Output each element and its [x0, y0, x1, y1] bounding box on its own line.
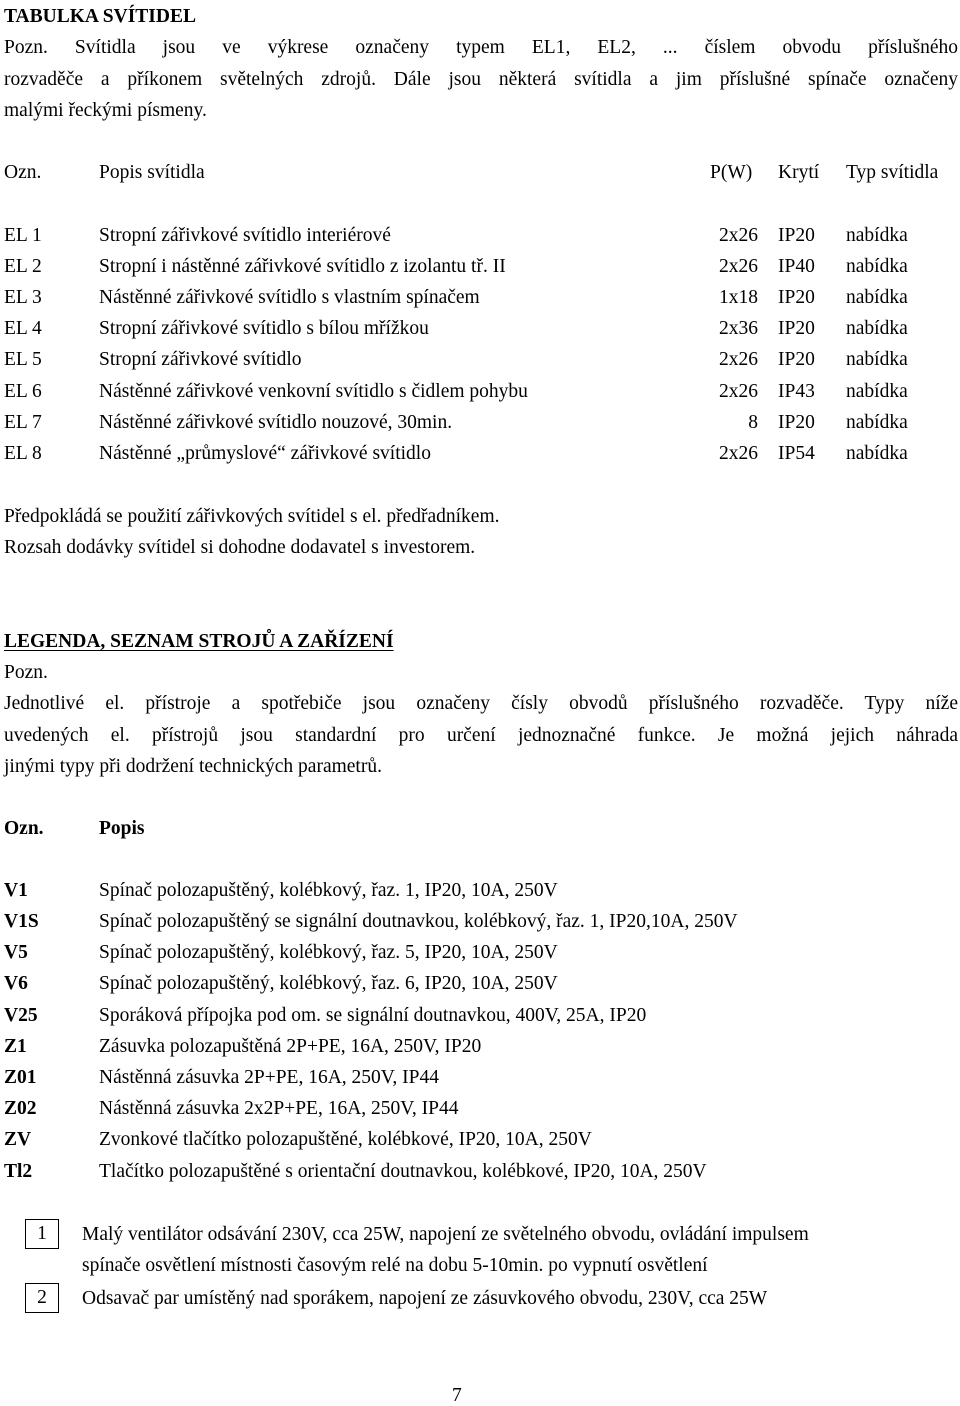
row-pw: 8 [748, 412, 758, 433]
legenda-note-line-2: uvedených el. přístrojů jsou standardní pro určení jednoznačné funkce. Je možná jejich náhrada [4, 725, 958, 746]
row-typ: nabídka [846, 225, 908, 246]
row-kryti: IP20 [778, 287, 815, 308]
row-pw: 2x26 [719, 443, 758, 464]
table-row [0, 226, 960, 250]
item-desc: Spínač polozapuštěný, kolébkový, řaz. 6, IP20, 10A, 250V [99, 973, 558, 994]
header-kryti: Krytí [778, 162, 820, 183]
item-code: Z02 [4, 1098, 37, 1119]
item-code: Tl2 [4, 1161, 33, 1182]
table-row [0, 350, 960, 374]
header-popis: Popis svítidla [99, 162, 205, 183]
item-code: ZV [4, 1129, 32, 1150]
item-code: V5 [4, 942, 28, 963]
row-pw: 2x26 [719, 349, 758, 370]
item-desc: Nástěnná zásuvka 2x2P+PE, 16A, 250V, IP44 [99, 1098, 459, 1119]
row-kryti: IP20 [778, 225, 815, 246]
list-item [0, 943, 960, 967]
table-row [0, 319, 960, 343]
row-pw: 1x18 [719, 287, 758, 308]
item-desc: Spínač polozapuštěný, kolébkový, řaz. 1, IP20, 10A, 250V [99, 880, 558, 901]
row-typ: nabídka [846, 381, 908, 402]
row-popis: Stropní zářivkové svítidlo [99, 349, 302, 370]
section-title-legenda: LEGENDA, SEZNAM STROJŮ A ZAŘÍZENÍ [4, 631, 394, 652]
row-ozn: EL 5 [4, 349, 42, 370]
row-ozn: EL 3 [4, 287, 42, 308]
row-typ: nabídka [846, 287, 908, 308]
row-kryti: IP54 [778, 443, 815, 464]
row-typ: nabídka [846, 318, 908, 339]
row-kryti: IP20 [778, 349, 815, 370]
table-row [0, 288, 960, 312]
item-code: Z01 [4, 1067, 37, 1088]
list-item [0, 974, 960, 998]
legenda-header-popis: Popis [99, 818, 145, 839]
item-desc: Spínač polozapuštěný se signální doutnavkou, kolébkový, řaz. 1, IP20,10A, 250V [99, 911, 738, 932]
item-desc: Zásuvka polozapuštěná 2P+PE, 16A, 250V, IP20 [99, 1036, 482, 1057]
page-number: 7 [452, 1385, 462, 1406]
row-popis: Stropní i nástěnné zářivkové svítidlo z izolantu tř. II [99, 256, 506, 277]
row-kryti: IP43 [778, 381, 815, 402]
note-1-line-1: Malý ventilátor odsávání 230V, cca 25W, napojení ze světelného obvodu, ovládání impulsem [82, 1224, 809, 1245]
svitidla-note-line-1: Pozn. Svítidla jsou ve výkrese označeny typem EL1, EL2, ... číslem obvodu příslušného [4, 37, 958, 58]
row-popis: Nástěnné zářivkové svítidlo s vlastním spínačem [99, 287, 480, 308]
table-row [0, 382, 960, 406]
row-ozn: EL 8 [4, 443, 42, 464]
row-pw: 2x26 [719, 381, 758, 402]
row-typ: nabídka [846, 443, 908, 464]
row-typ: nabídka [846, 349, 908, 370]
svitidla-note-line-2: rozvaděče a příkonem světelných zdrojů. Dále jsou některá svítidla a jim příslušné spínače označeny [4, 69, 958, 90]
item-desc: Tlačítko polozapuštěné s orientační doutnavkou, kolébkové, IP20, 10A, 250V [99, 1161, 707, 1182]
row-pw: 2x36 [719, 318, 758, 339]
item-code: V1S [4, 911, 39, 932]
item-code: V1 [4, 880, 28, 901]
svitidla-note-line-3: malými řeckými písmeny. [4, 100, 207, 121]
row-ozn: EL 1 [4, 225, 42, 246]
svitidla-table-header [0, 163, 960, 187]
list-item [0, 912, 960, 936]
row-kryti: IP40 [778, 256, 815, 277]
legenda-table-header [0, 819, 960, 843]
list-item [0, 1006, 960, 1030]
row-popis: Nástěnné „průmyslové“ zářivkové svítidlo [99, 443, 431, 464]
row-ozn: EL 2 [4, 256, 42, 277]
list-item [0, 1162, 960, 1186]
row-ozn: EL 4 [4, 318, 42, 339]
row-pw: 2x26 [719, 256, 758, 277]
row-ozn: EL 6 [4, 381, 42, 402]
row-pw: 2x26 [719, 225, 758, 246]
table-row [0, 444, 960, 468]
legenda-note-line-1: Jednotlivé el. přístroje a spotřebiče jsou označeny čísly obvodů příslušného rozvaděče. Typy níže [4, 693, 958, 714]
legenda-note-line-3: jinými typy při dodržení technických parametrů. [4, 756, 382, 777]
row-kryti: IP20 [778, 318, 815, 339]
svitidla-footer-line-2: Rozsah dodávky svítidel si dohodne dodavatel s investorem. [4, 537, 476, 558]
note-2-line-1: Odsavač par umístěný nad sporákem, napojení ze zásuvkového obvodu, 230V, cca 25W [82, 1288, 768, 1309]
item-code: Z1 [4, 1036, 27, 1057]
row-popis: Nástěnné zářivkové venkovní svítidlo s čidlem pohybu [99, 381, 528, 402]
list-item [0, 1037, 960, 1061]
note-1-line-2: spínače osvětlení místnosti časovým relé na dobu 5-10min. po vypnutí osvětlení [82, 1255, 708, 1276]
list-item [0, 1068, 960, 1092]
row-typ: nabídka [846, 256, 908, 277]
table-row [0, 257, 960, 281]
row-ozn: EL 7 [4, 412, 42, 433]
header-ozn: Ozn. [4, 162, 42, 183]
legenda-header-ozn: Ozn. [4, 818, 44, 839]
item-desc: Spínač polozapuštěný, kolébkový, řaz. 5, IP20, 10A, 250V [99, 942, 558, 963]
note-number-box: 2 [25, 1283, 59, 1313]
list-item [0, 1099, 960, 1123]
note-number-box: 1 [25, 1219, 59, 1249]
item-code: V25 [4, 1005, 38, 1026]
item-desc: Nástěnná zásuvka 2P+PE, 16A, 250V, IP44 [99, 1067, 439, 1088]
item-code: V6 [4, 973, 28, 994]
legenda-pozn: Pozn. [4, 662, 48, 683]
header-pw: P(W) [710, 162, 753, 183]
list-item [0, 1130, 960, 1154]
table-row [0, 413, 960, 437]
row-popis: Stropní zářivkové svítidlo interiérové [99, 225, 391, 246]
row-typ: nabídka [846, 412, 908, 433]
row-kryti: IP20 [778, 412, 815, 433]
item-desc: Sporáková přípojka pod om. se signální doutnavkou, 400V, 25A, IP20 [99, 1005, 647, 1026]
list-item [0, 881, 960, 905]
row-popis: Stropní zářivkové svítidlo s bílou mřížkou [99, 318, 429, 339]
header-typ: Typ svítidla [846, 162, 939, 183]
row-popis: Nástěnné zářivkové svítidlo nouzové, 30min. [99, 412, 453, 433]
item-desc: Zvonkové tlačítko polozapuštěné, kolébkové, IP20, 10A, 250V [99, 1129, 592, 1150]
section-title-svitidla: TABULKA SVÍTIDEL [4, 6, 196, 27]
svitidla-footer-line-1: Předpokládá se použití zářivkových svítidel s el. předřadníkem. [4, 506, 500, 527]
